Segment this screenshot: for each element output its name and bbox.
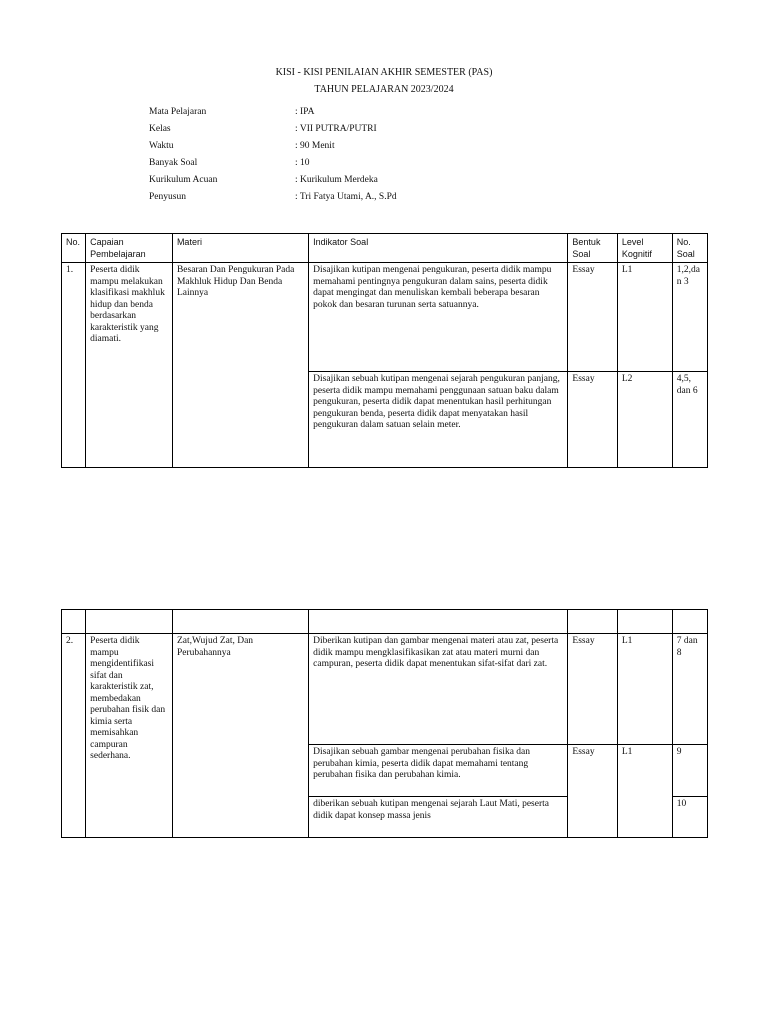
header-level: Level Kognitif [617, 234, 672, 263]
table-row [62, 263, 708, 372]
cell-materi: Zat,Wujud Zat, Dan Perubahannya [172, 634, 308, 838]
empty-cell [568, 610, 617, 634]
cell-indikator: Disajikan sebuah kutipan mengenai sejarah pengukuran panjang, peserta didik mampu memahami penggunaan satuan baku dalam pengukuran, peserta didik dapat menentukan hasil perhitungan pengukuran benda, peserta didik dapat menyatakan hasil pengukuran dalam satuan selain meter. [309, 372, 568, 468]
meta-label-time: Waktu [149, 141, 174, 151]
empty-cell [62, 610, 86, 634]
meta-label-author: Penyusun [149, 192, 186, 202]
cell-no-soal: 9 [672, 745, 707, 797]
meta-label-question-count: Banyak Soal [149, 158, 198, 168]
header-indikator: Indikator Soal [309, 234, 568, 263]
cell-capaian: Peserta didik mampu melakukan klasifikasi makhluk hidup dan benda berdasarkan karakteristik yang diamati. [86, 263, 173, 468]
meta-value-curriculum: : Kurikulum Merdeka [295, 175, 378, 185]
empty-cell [172, 610, 308, 634]
empty-cell [86, 610, 173, 634]
meta-value-question-count: : 10 [295, 158, 310, 168]
table-empty-header-row [62, 610, 708, 634]
cell-level: L1 [617, 745, 672, 838]
meta-label-subject: Mata Pelajaran [149, 107, 207, 117]
document-title: KISI - KISI PENILAIAN AKHIR SEMESTER (PAS) [275, 67, 493, 78]
empty-cell [309, 610, 568, 634]
header-materi: Materi [172, 234, 308, 263]
cell-no-soal: 7 dan 8 [672, 634, 707, 745]
cell-level: L2 [617, 372, 672, 468]
header-bentuk: Bentuk Soal [568, 234, 617, 263]
cell-no: 2. [62, 634, 86, 838]
cell-level: L1 [617, 263, 672, 372]
cell-indikator: Diberikan kutipan dan gambar mengenai materi atau zat, peserta didik mampu mengklasifikasikan zat atau materi murni dan campuran, peserta didik dapat menentukan sifat-sifat dari zat. [309, 634, 568, 745]
cell-bentuk: Essay [568, 263, 617, 372]
cell-indikator: Disajikan sebuah gambar mengenai perubahan fisika dan perubahan kimia, peserta didik dapat memahami tentang perubahan fisika dan perubahan kimia. [309, 745, 568, 797]
cell-indikator: Disajikan kutipan mengenai pengukuran, peserta didik mampu memahami pentingnya pengukuran dalam sains, peserta didik dapat mengingat dan menuliskan kembali beberapa besaran pokok dan besaran turunan serta satuannya. [309, 263, 568, 372]
cell-capaian: Peserta didik mampu mengidentifikasi sifat dan karakteristik zat, membedakan perubahan fisik dan kimia serta memisahkan campuran sederhana. [86, 634, 173, 838]
document-subtitle: TAHUN PELAJARAN 2023/2024 [314, 84, 454, 95]
cell-no: 1. [62, 263, 86, 468]
table-row [62, 634, 708, 745]
meta-label-class: Kelas [149, 124, 171, 134]
kisi-table-2 [61, 609, 708, 838]
cell-bentuk: Essay [568, 372, 617, 468]
meta-value-subject: : IPA [295, 107, 315, 117]
empty-cell [672, 610, 707, 634]
cell-bentuk: Essay [568, 634, 617, 745]
cell-no-soal: 4,5, dan 6 [672, 372, 707, 468]
cell-no-soal: 1,2,dan 3 [672, 263, 707, 372]
cell-bentuk: Essay [568, 745, 617, 838]
cell-indikator: diberikan sebuah kutipan mengenai sejarah Laut Mati, peserta didik dapat konsep massa jenis [309, 797, 568, 838]
cell-level: L1 [617, 634, 672, 745]
header-capaian: Capaian Pembelajaran [86, 234, 173, 263]
meta-value-author: : Tri Fatya Utami, A., S.Pd [295, 192, 397, 202]
kisi-table-1 [61, 233, 708, 468]
meta-label-curriculum: Kurikulum Acuan [149, 175, 218, 185]
header-no-soal: No. Soal [672, 234, 707, 263]
table-header-row [62, 234, 708, 263]
header-no: No. [62, 234, 86, 263]
meta-value-class: : VII PUTRA/PUTRI [295, 124, 377, 134]
cell-no-soal: 10 [672, 797, 707, 838]
meta-value-time: : 90 Menit [295, 141, 335, 151]
cell-materi: Besaran Dan Pengukuran Pada Makhluk Hidup Dan Benda Lainnya [172, 263, 308, 468]
empty-cell [617, 610, 672, 634]
